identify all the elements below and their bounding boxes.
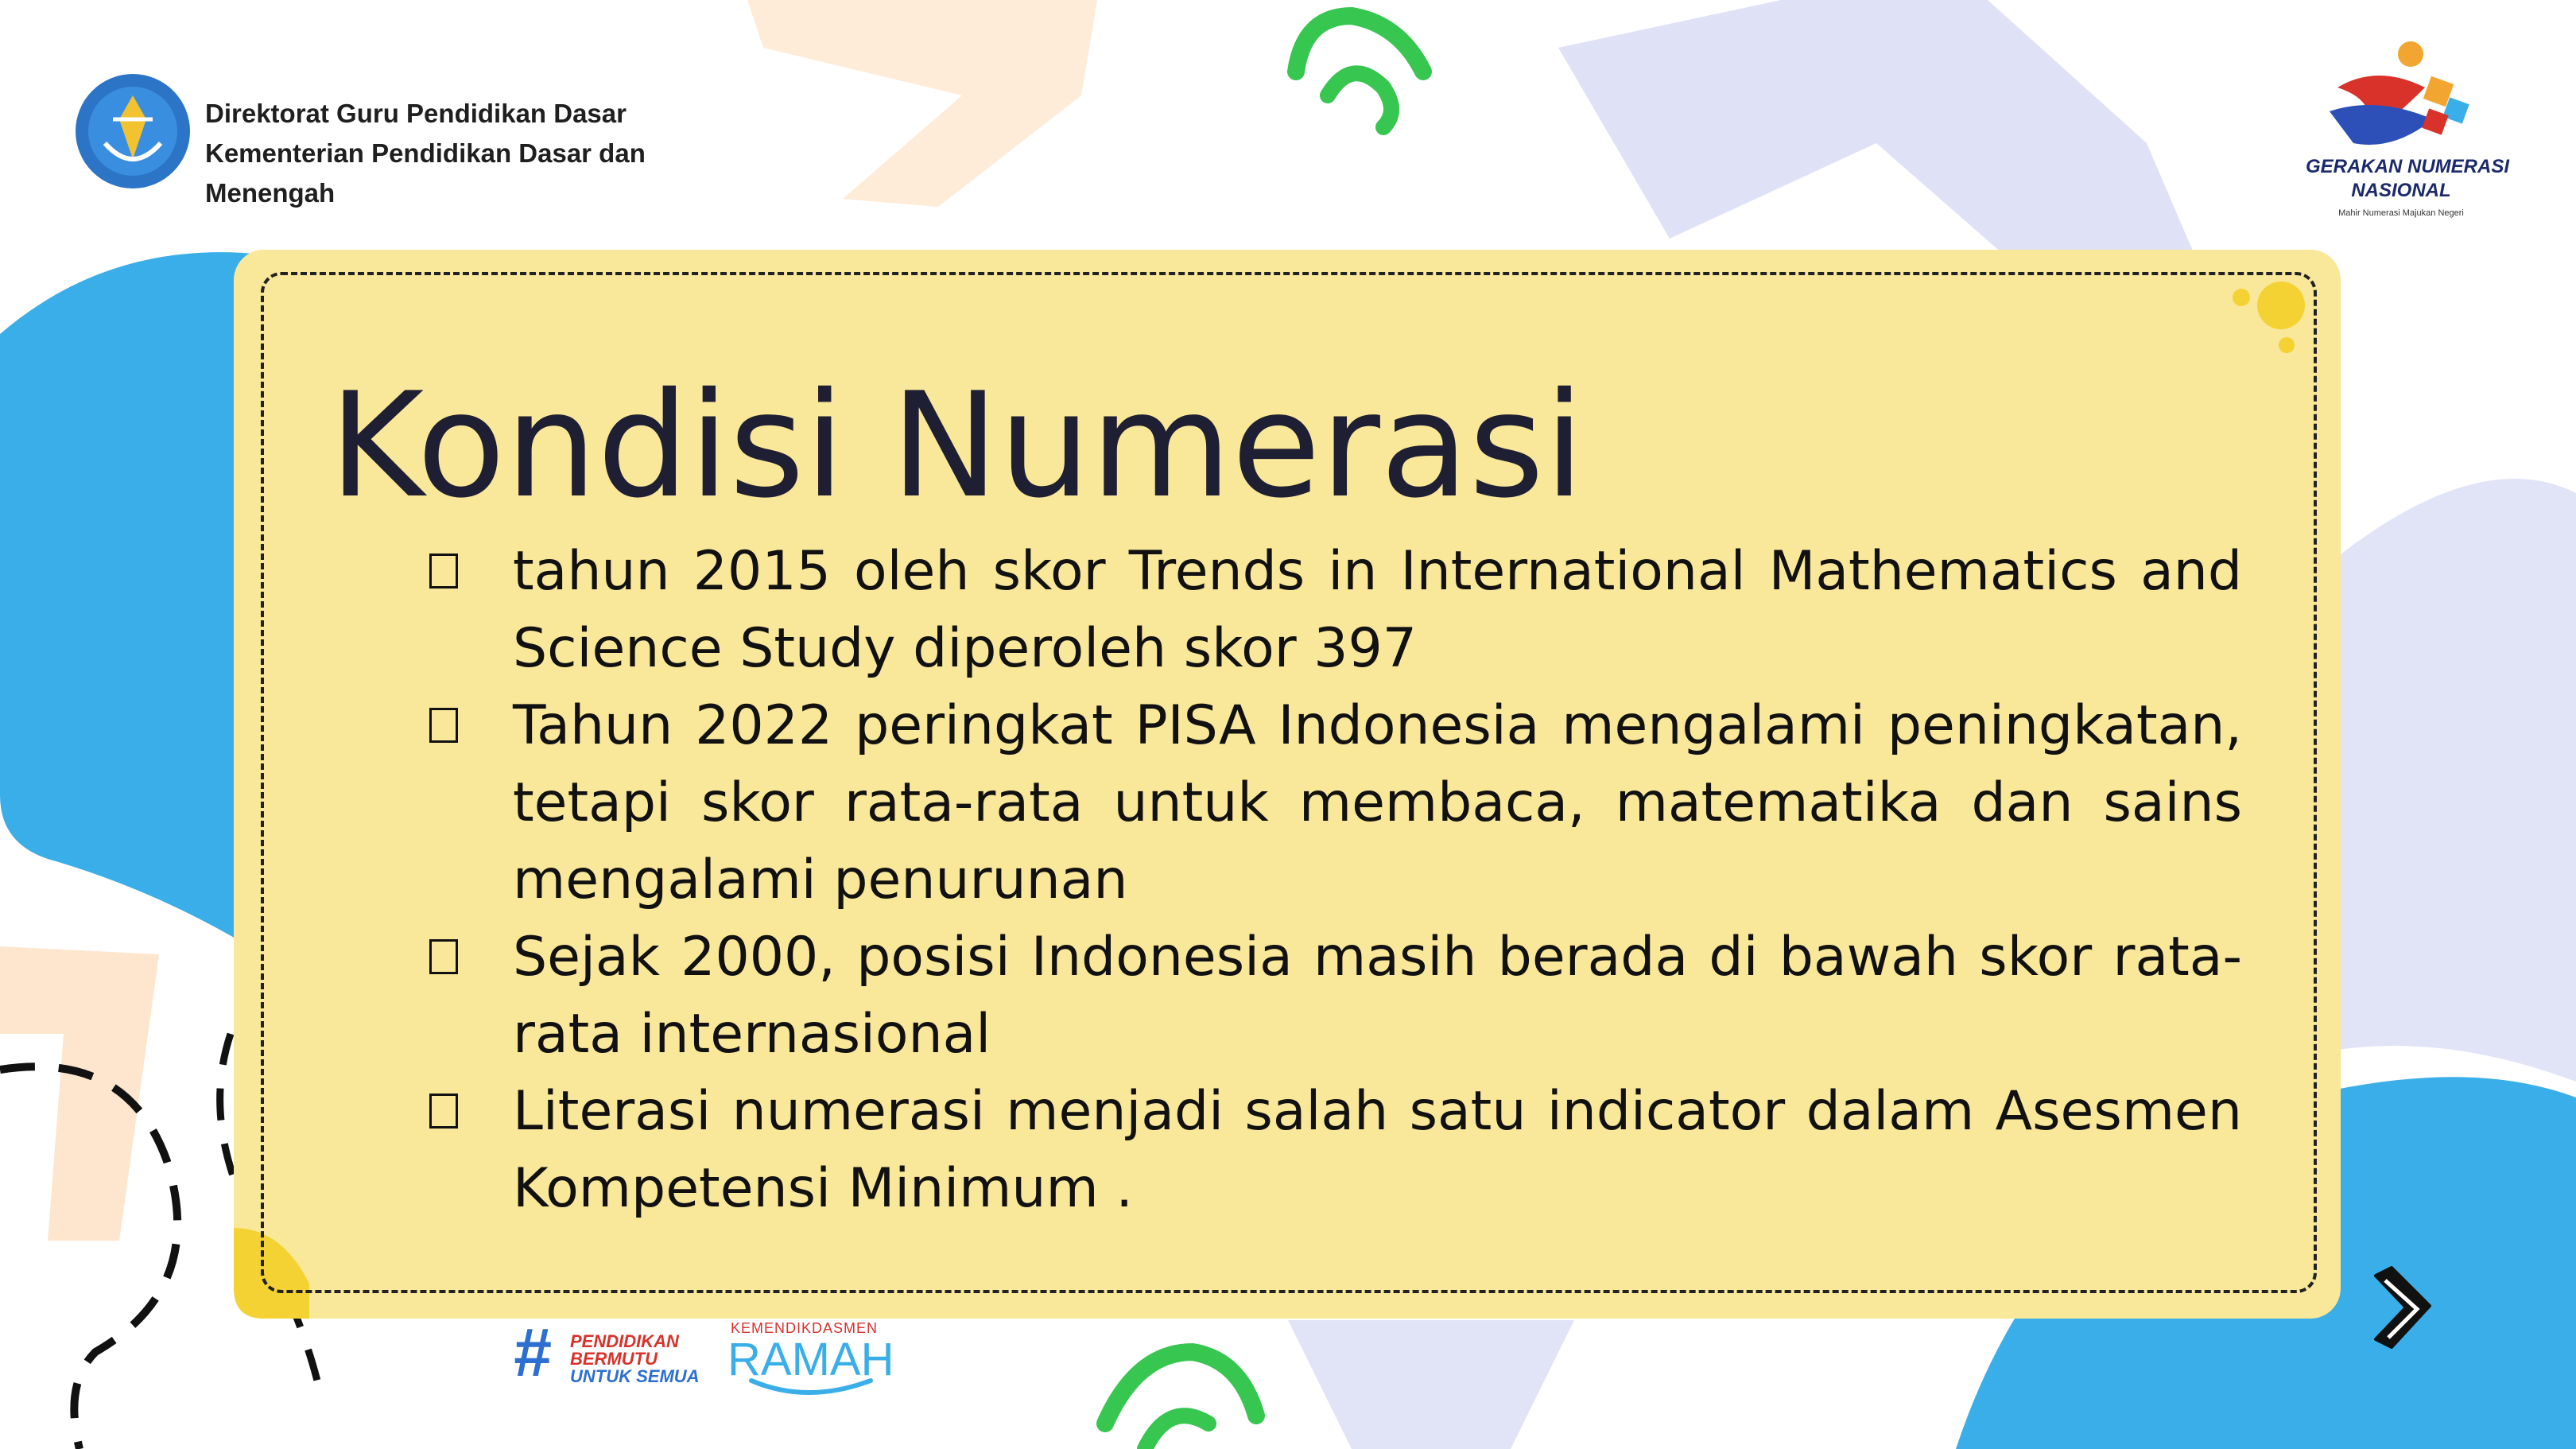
lavender-shape-bottom: [1288, 1320, 1574, 1449]
numerasi-logo-tagline: Mahir Numerasi Majukan Negeri: [2338, 208, 2464, 218]
bullet-item: [429, 687, 2242, 919]
numerasi-figure-icon: [2306, 32, 2496, 151]
numerasi-logo-title-2: NASIONAL: [2351, 180, 2451, 201]
bullet-icon: [429, 939, 458, 974]
ramah-big-text: RAMAH: [727, 1334, 894, 1385]
next-slide-arrow-icon[interactable]: [2369, 1264, 2436, 1352]
slide-title: Kondisi Numerasi: [329, 361, 1585, 530]
green-swirl-top: [1296, 16, 1423, 72]
hashtag-line-3: UNTUK SEMUA: [570, 1366, 700, 1386]
bullet-text: Tahun 2022 peringkat PISA Indonesia mengalami peningkatan, tetapi skor rata-rata untuk membaca, matematika dan sains mengalami penurunan: [513, 694, 2242, 911]
bullet-list: [429, 533, 2242, 1227]
bullet-text: tahun 2015 oleh skor Trends in International Mathematics and Science Study diperoleh skor 397: [513, 540, 2242, 680]
gerakan-numerasi-logo: [2306, 32, 2510, 239]
ramah-smile-icon: [727, 1377, 886, 1401]
green-swirl-bottom-2: [1145, 1416, 1208, 1449]
hashtag-line-2: BERMUTU: [570, 1349, 658, 1369]
org-line-1: Direktorat Guru Pendidikan Dasar: [205, 99, 627, 128]
bullet-icon: [429, 708, 458, 743]
org-line-2: Kementerian Pendidikan Dasar dan: [205, 138, 646, 168]
bullet-item: [429, 533, 2242, 687]
ramah-small-text: KEMENDIKDASMEN: [731, 1320, 879, 1336]
bullet-icon: [429, 1094, 458, 1129]
organization-name: [205, 94, 714, 213]
org-line-3: Menengah: [205, 178, 336, 208]
lavender-shape-top: [1558, 0, 2194, 254]
numerasi-logo-title-1: GERAKAN NUMERASI: [2306, 156, 2510, 177]
bullet-icon: [429, 554, 458, 589]
peach-seven-left: [0, 946, 159, 1241]
tut-wuri-emblem-icon: [73, 72, 192, 191]
bullet-item: [429, 1073, 2242, 1227]
bullet-item: [429, 919, 2242, 1073]
hashtag-icon: #: [513, 1315, 551, 1391]
peach-number-top: [747, 0, 1097, 207]
bullet-text: Literasi numerasi menjadi salah satu indicator dalam Asesmen Kompetensi Minimum .: [513, 1080, 2242, 1220]
hashtag-logo: [513, 1315, 712, 1391]
bullet-text: Sejak 2000, posisi Indonesia masih berada di bawah skor rata-rata internasional: [513, 926, 2242, 1066]
blue-blob-left: [0, 252, 262, 954]
lavender-shape-right: [2337, 479, 2576, 1082]
green-swirl-top-2: [1328, 73, 1391, 127]
ramah-logo: [727, 1320, 894, 1400]
hashtag-line-1: PENDIDIKAN: [570, 1331, 679, 1351]
